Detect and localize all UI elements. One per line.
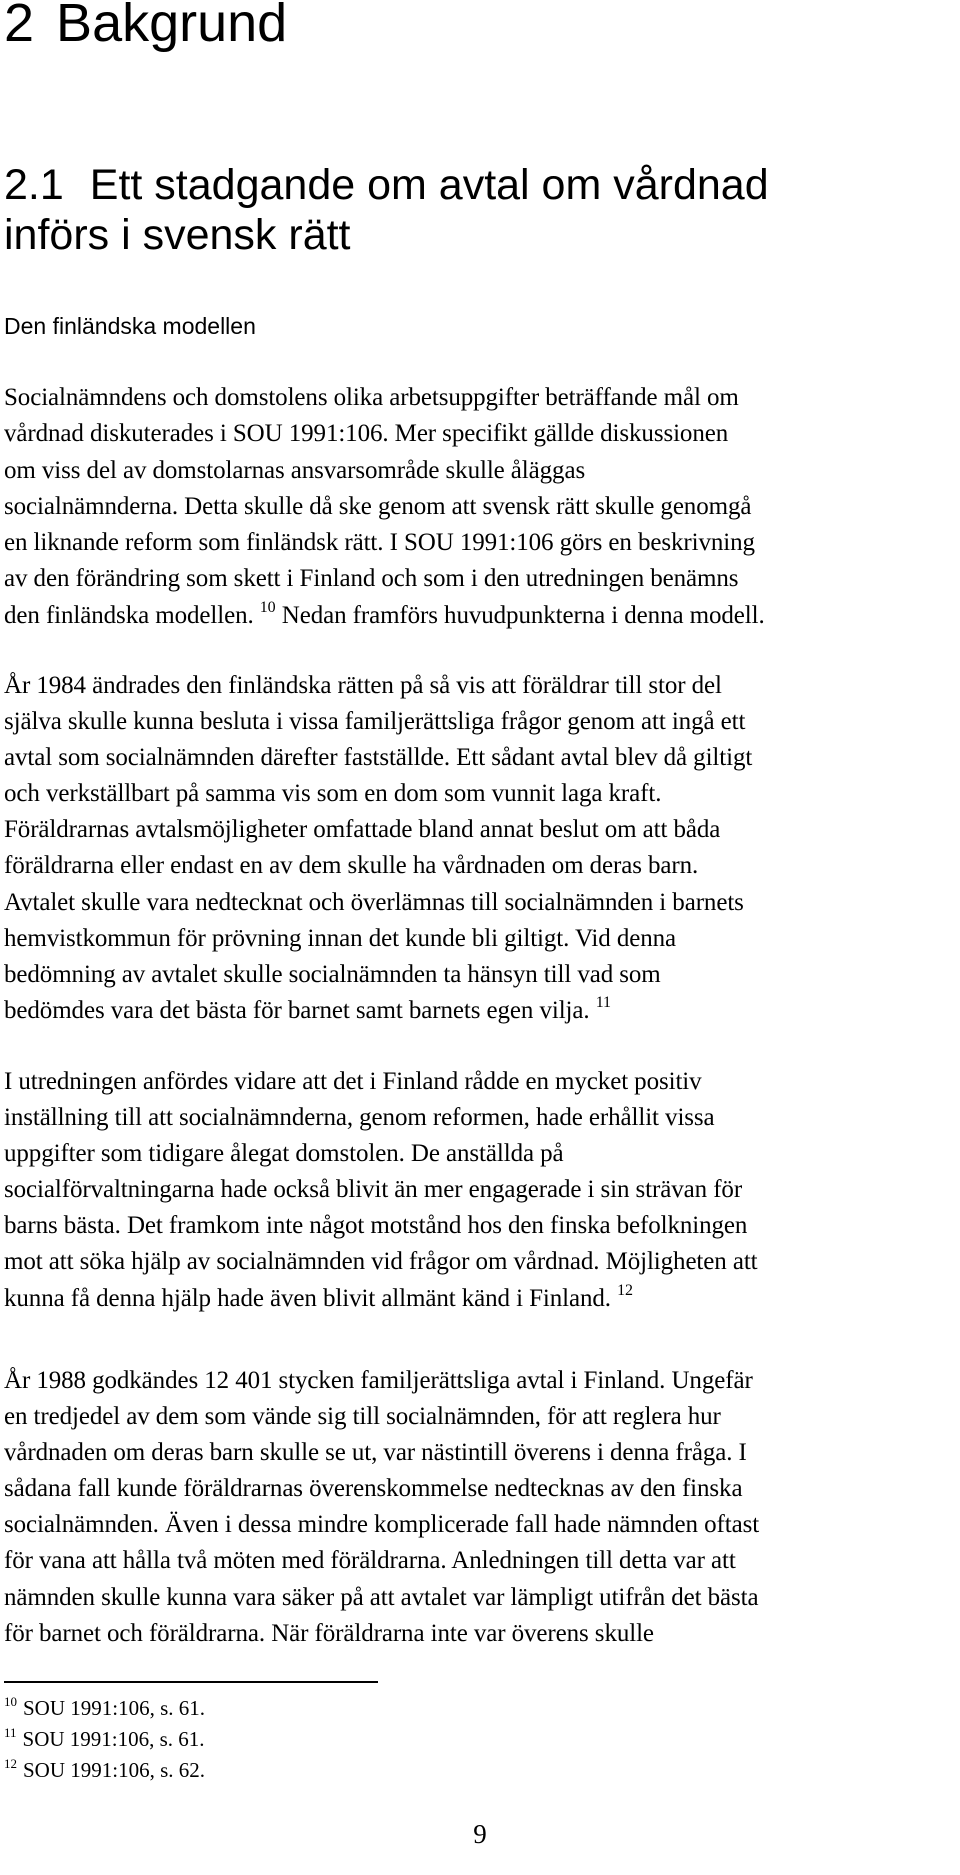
- paragraph-3-line: I utredningen anfördes vidare att det i Finland rådde en mycket positiv: [4, 1068, 702, 1095]
- paragraph-3-text: kunna få denna hjälp hade även blivit allmänt känd i Finland.: [4, 1284, 611, 1312]
- paragraph-3-line: uppgifter som tidigare ålegat domstolen. De anställda på: [4, 1140, 564, 1168]
- footnote-text: SOU 1991:106, s. 61.: [23, 1696, 206, 1720]
- footnote-number: 10: [4, 1694, 17, 1709]
- paragraph-2: [4, 668, 960, 1029]
- chapter-heading: [4, 0, 287, 54]
- paragraph-3: [4, 1064, 960, 1317]
- footnote: [4, 1693, 205, 1724]
- paragraph-1-line: en liknande reform som finländsk rätt. I SOU 1991:106 görs en beskrivning: [4, 529, 755, 557]
- footnote-separator: [4, 1681, 378, 1683]
- paragraph-2-line: År 1984 ändrades den finländska rätten på så vis att föräldrar till stor del: [4, 672, 722, 699]
- paragraph-2-line: bedömning av avtalet skulle socialnämnden ta hänsyn till vad som: [4, 960, 661, 988]
- footnote-ref-11[interactable]: 11: [595, 993, 611, 1011]
- paragraph-2-line: och verkställbart på samma vis som en dom som vunnit laga kraft.: [4, 780, 662, 808]
- paragraph-1-line: av den förändring som skett i Finland och som i den utredningen benämns: [4, 565, 739, 593]
- paragraph-4-line: för barnet och föräldrarna. När föräldrarna inte var överens skulle: [4, 1619, 654, 1647]
- footnote-number: 11: [4, 1725, 17, 1740]
- paragraph-2-line: själva skulle kunna besluta i vissa familjerättsliga frågor genom att ingå ett: [4, 708, 746, 736]
- paragraph-1-line: [4, 598, 960, 634]
- paragraph-2-line: föräldrarna eller endast en av dem skulle ha vårdnaden om deras barn.: [4, 852, 699, 880]
- chapter-title: Bakgrund: [56, 0, 288, 53]
- paragraph-3-line: [4, 1281, 960, 1317]
- footnote-text: SOU 1991:106, s. 62.: [23, 1758, 206, 1782]
- footnote: [4, 1724, 205, 1755]
- paragraph-2-line: [4, 993, 960, 1029]
- paragraph-4-line: År 1988 godkändes 12 401 stycken familjerättsliga avtal i Finland. Ungefär: [4, 1367, 753, 1394]
- section-number: 2.1: [4, 161, 64, 209]
- paragraph-4-line: vårdnaden om deras barn skulle se ut, var nästintill överens i denna fråga. I: [4, 1439, 747, 1467]
- paragraph-4-line: för vana att hålla två möten med föräldrarna. Anledningen till detta var att: [4, 1547, 736, 1575]
- paragraph-1-line: vårdnad diskuterades i SOU 1991:106. Mer specifikt gällde diskussionen: [4, 420, 729, 448]
- paragraph-2-line: Föräldrarnas avtalsmöjligheter omfattade bland annat beslut om att båda: [4, 816, 721, 844]
- paragraph-3-line: inställning till att socialnämnderna, genom reformen, hade erhållit vissa: [4, 1104, 715, 1132]
- paragraph-2-line: Avtalet skulle vara nedtecknat och överlämnas till socialnämnden i barnets: [4, 888, 744, 916]
- paragraph-4: [4, 1363, 960, 1652]
- chapter-number: 2: [4, 0, 35, 53]
- page-number: 9: [473, 1819, 487, 1849]
- paragraph-4-line: en tredjedel av dem som vände sig till socialnämnden, för att reglera hur: [4, 1403, 721, 1431]
- paragraph-3-line: mot att söka hjälp av socialnämnden vid frågor om vårdnad. Möjligheten att: [4, 1248, 758, 1276]
- paragraph-1-text: den finländska modellen.: [4, 601, 254, 629]
- paragraph-1-line: om viss del av domstolarnas ansvarsområde skulle åläggas: [4, 456, 586, 484]
- paragraph-1-line: Socialnämndens och domstolens olika arbetsuppgifter beträffande mål om: [4, 384, 739, 411]
- section-title-line-2: införs i svensk rätt: [4, 211, 351, 259]
- footnote-ref-10[interactable]: 10: [259, 598, 276, 616]
- paragraph-1: [4, 380, 960, 634]
- paragraph-2-text: bedömdes vara det bästa för barnet samt barnets egen vilja.: [4, 996, 590, 1024]
- paragraph-4-line: nämnden skulle kunna vara säker på att avtalet var lämpligt utifrån det bästa: [4, 1583, 759, 1611]
- paragraph-1-line: socialnämnderna. Detta skulle då ske genom att svensk rätt skulle genomgå: [4, 492, 752, 520]
- footnote-text: SOU 1991:106, s. 61.: [22, 1727, 205, 1751]
- paragraph-4-line: socialnämnden. Även i dessa mindre komplicerade fall hade nämnden oftast: [4, 1511, 760, 1539]
- subheading: Den finländska modellen: [4, 313, 256, 339]
- section-title-line-1: Ett stadgande om avtal om vårdnad: [89, 161, 769, 209]
- footnote-ref-12[interactable]: 12: [617, 1281, 633, 1299]
- footnotes: [4, 1693, 205, 1786]
- paragraph-3-line: socialförvaltningarna hade också blivit än mer engagerade i sin strävan för: [4, 1176, 743, 1204]
- paragraph-2-line: avtal som socialnämnden därefter fastställde. Ett sådant avtal blev då giltigt: [4, 744, 753, 772]
- footnote-number: 12: [4, 1756, 17, 1771]
- paragraph-2-line: hemvistkommun för prövning innan det kunde bli giltigt. Vid denna: [4, 924, 677, 952]
- paragraph-3-line: barns bästa. Det framkom inte något motstånd hos den finska befolkningen: [4, 1212, 748, 1240]
- footnote: [4, 1755, 205, 1786]
- section-heading: [4, 160, 944, 260]
- paragraph-4-line: sådana fall kunde föräldrarnas överenskommelse nedtecknas av den finska: [4, 1475, 743, 1503]
- paragraph-1-text: Nedan framförs huvudpunkterna i denna modell.: [275, 601, 765, 629]
